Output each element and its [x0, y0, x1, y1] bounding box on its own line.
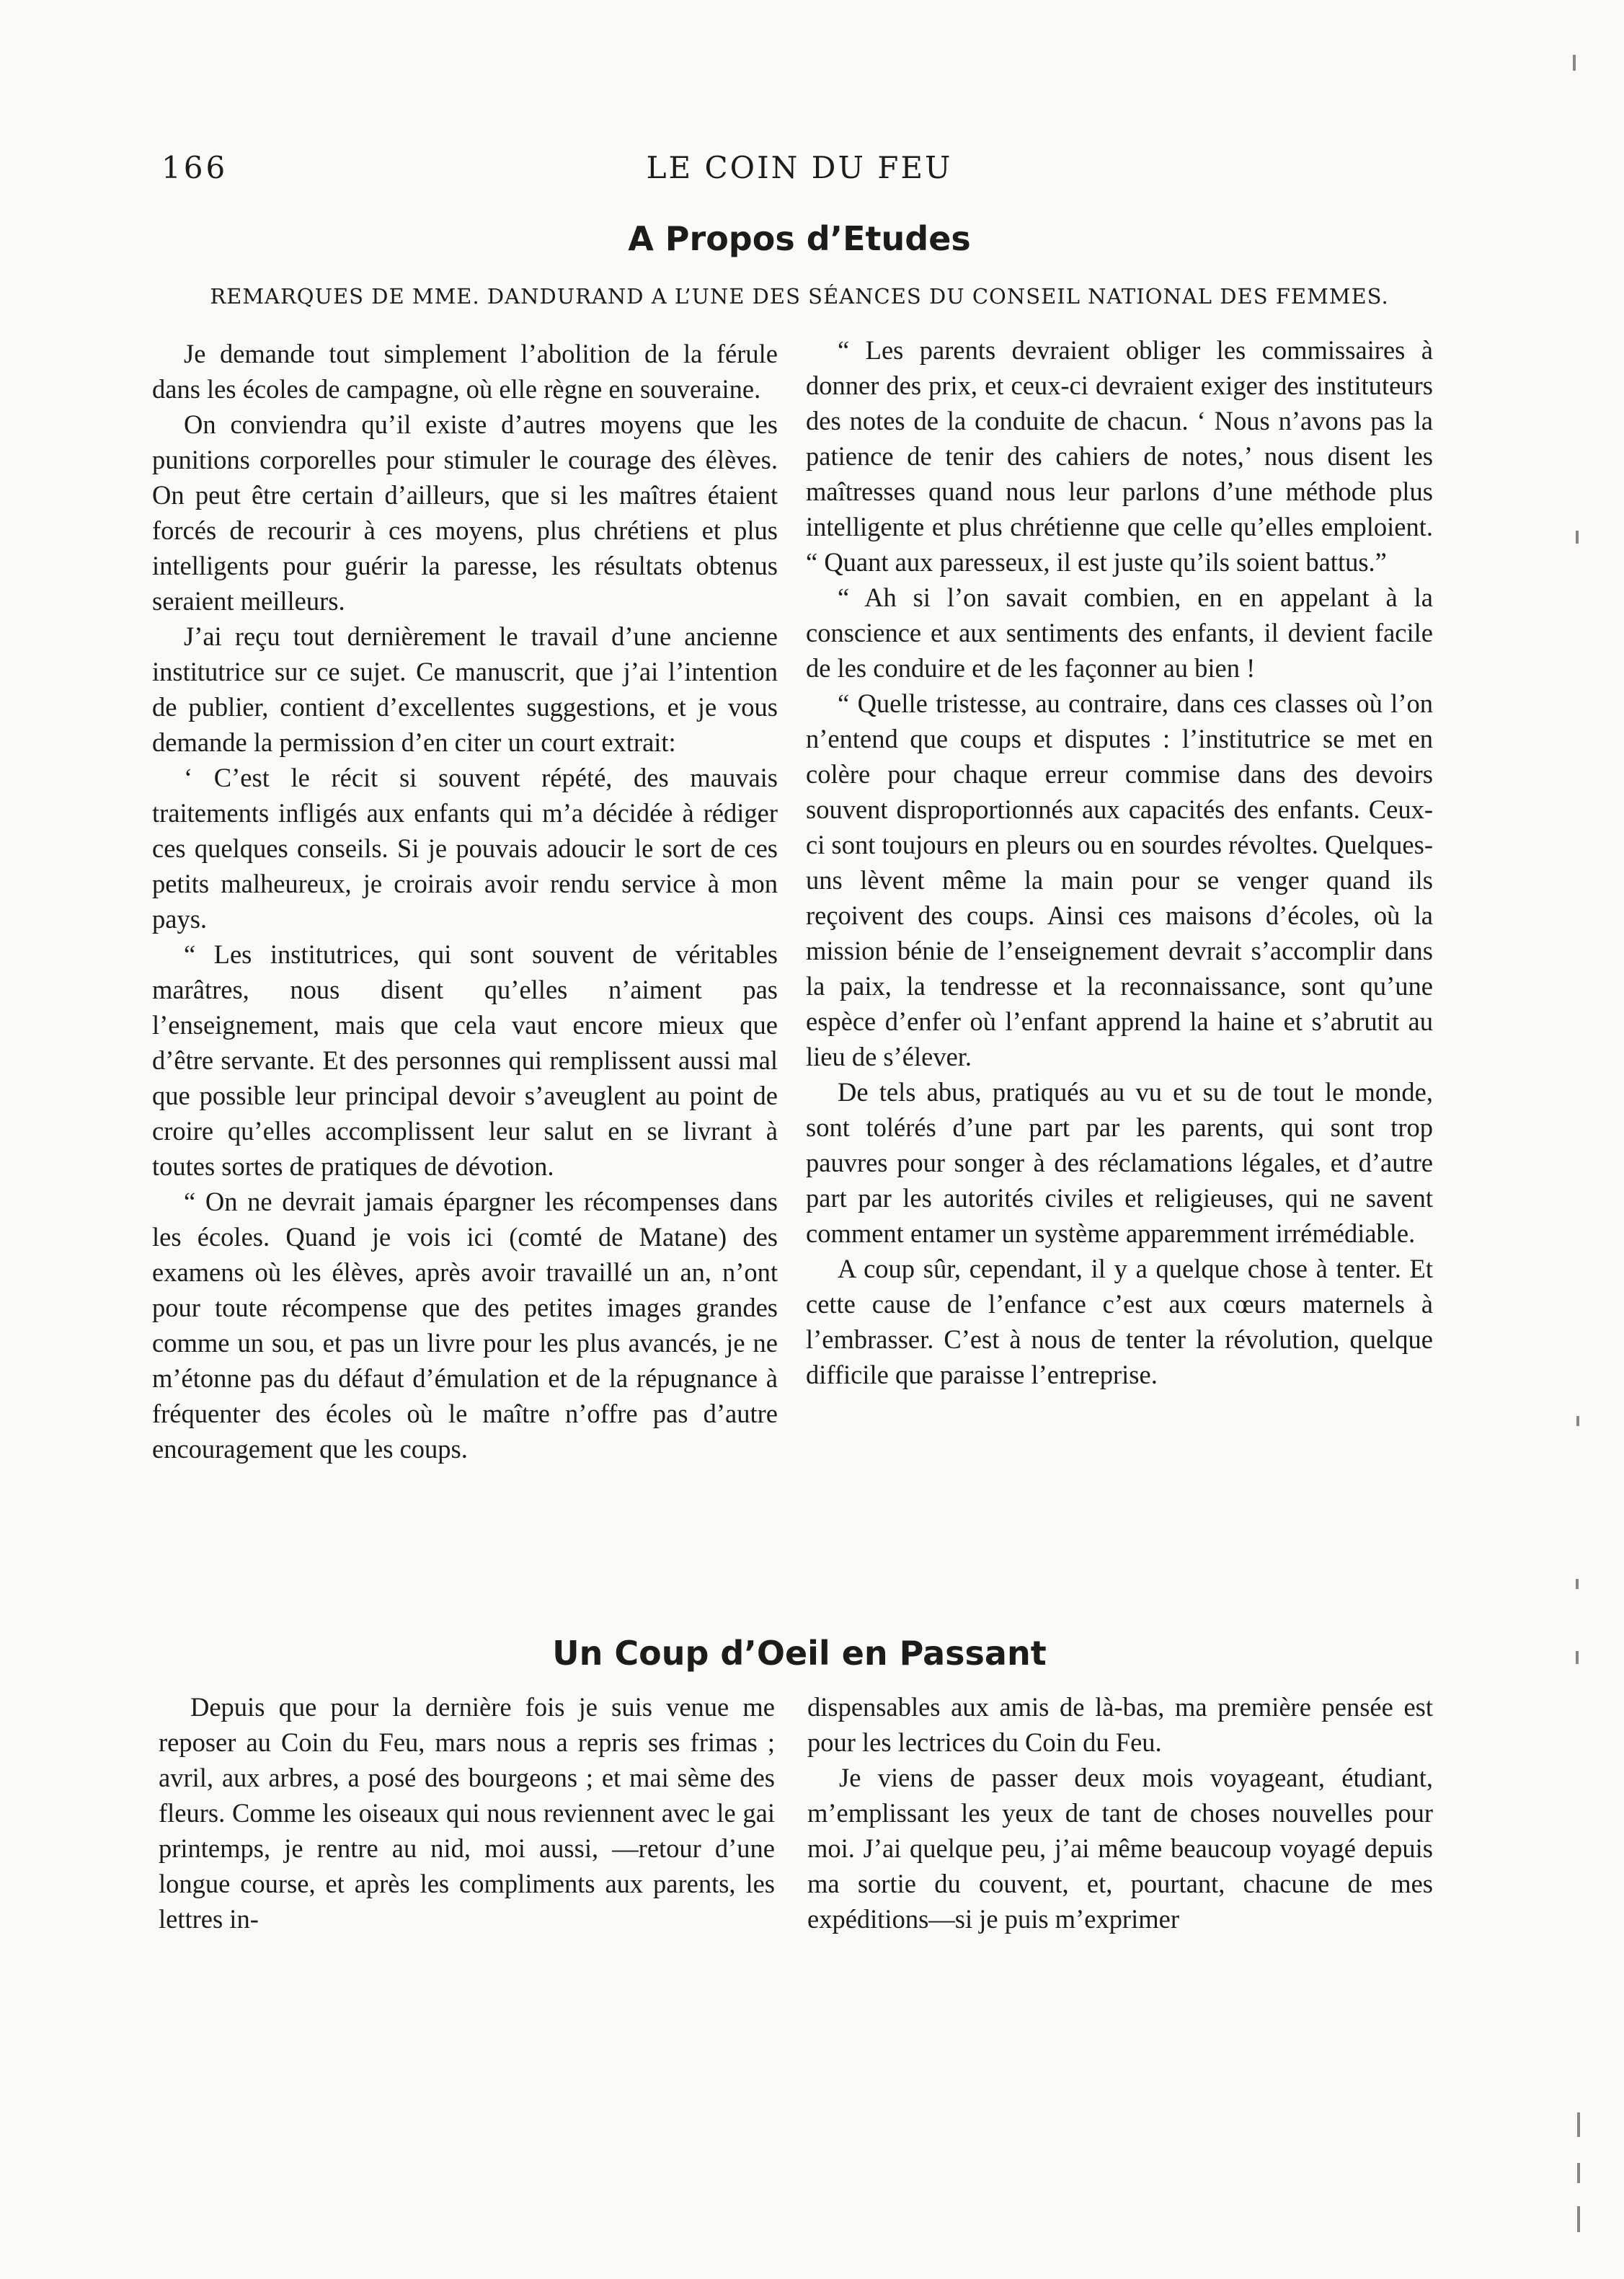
paragraph: ‘ C’est le récit si souvent répété, des mauvais traitements infligés aux enfants qui m’a décidée à rédiger ces quelques conseils. Si je pouvais adoucir le sort de ces petits malheureux, je croirais avoir rendu service à mon pays.	[152, 763, 778, 934]
page-number: 166	[161, 150, 228, 185]
paragraph: dispensables aux amis de là-bas, ma première pensée est pour les lectrices du Coin du Feu.	[807, 1692, 1433, 1757]
paragraph: “ Les institutrices, qui sont souvent de véritables marâtres, nous disent qu’elles n’aiment pas l’enseignement, mais que cela vaut encore mieux que d’être servante. Et des personnes qui remplissent aussi mal que possible leur principal devoir s’aveuglent au point de croire qu’elles accomplissent leur salut en se livrant à toutes sortes de pratiques de dévotion.	[152, 939, 778, 1181]
paragraph: On conviendra qu’il existe d’autres moyens que les punitions corporelles pour stimuler le courage des élèves. On peut être certain d’ailleurs, que si les maîtres étaient forcés de recourir à ces moyens, plus chrétiens et plus intelligents pour guérir la paresse, les résultats obtenus seraient meilleurs.	[152, 410, 778, 616]
journal-title: LE COIN DU FEU	[646, 150, 953, 185]
paragraph: “ Ah si l’on savait combien, en en appelant à la conscience et aux sentiments des enfants, il devient facile de les conduire et de les façonner au bien !	[806, 583, 1433, 683]
paragraph: Je demande tout simplement l’abolition de la férule dans les écoles de campagne, où elle règne en souveraine.	[152, 339, 778, 404]
paragraph: “ Les parents devraient obliger les commissaires à donner des prix, et ceux-ci devraient exiger des instituteurs des notes de la conduite de chacun. ‘ Nous n’avons pas la patience de tenir des cahiers de notes,’ nous disent les maîtresses quand nous leur parlons d’une méthode plus intelligente et plus chrétienne que celle qu’elles emploient. “ Quant aux paresseux, il est juste qu’ils soient battus.”	[806, 335, 1433, 577]
paragraph: Depuis que pour la dernière fois je suis venue me reposer au Coin du Feu, mars nous a repris ses frimas ; avril, aux arbres, a posé des bourgeons ; et mai sème des fleurs. Comme les oiseaux qui nous reviennent avec le gai printemps, je rentre au nid, moi aussi, —retour d’une longue course, et après les compliments aux parents, les lettres in-	[159, 1692, 775, 1934]
margin-speck	[1576, 1579, 1579, 1589]
running-header	[161, 150, 1437, 193]
margin-speck	[1576, 1651, 1579, 1664]
article1-right-column	[806, 332, 1433, 1392]
article2-right-column	[807, 1689, 1433, 1937]
margin-speck	[1576, 531, 1579, 544]
article-subtitle: REMARQUES DE MME. DANDURAND A L’UNE DES SÉANCES DU CONSEIL NATIONAL DES FEMMES.	[210, 284, 1389, 309]
paragraph: J’ai reçu tout dernièrement le travail d’une ancienne institutrice sur ce sujet. Ce manuscrit, que j’ai l’intention de publier, contient d’excellentes suggestions, et je vous demande la permission d’en citer un court extrait:	[152, 621, 778, 757]
paragraph: De tels abus, pratiqués au vu et su de tout le monde, sont tolérés d’une part par les parents, qui sont trop pauvres pour songer à des réclamations légales, et d’autre part par les autorités civiles et religieuses, qui ne savent comment entamer un système apparemment irrémédiable.	[806, 1077, 1433, 1248]
paragraph: Je viens de passer deux mois voyageant, étudiant, m’emplissant les yeux de tant de choses nouvelles pour moi. J’ai quelque peu, j’ai même beaucoup voyagé depuis ma sortie du couvent, et, pourtant, chacune de mes expéditions—si je puis m’exprimer	[807, 1763, 1433, 1934]
margin-speck	[1577, 2206, 1580, 2232]
article-title-a-propos-d-etudes: A Propos d’Etudes	[628, 219, 971, 258]
paragraph: A coup sûr, cependant, il y a quelque chose à tenter. Et cette cause de l’enfance c’est aux cœurs maternels à l’embrasser. C’est à nous de tenter la révolution, quelque difficile que paraisse l’entreprise.	[806, 1254, 1433, 1389]
article-title-un-coup-d-oeil: Un Coup d’Oeil en Passant	[552, 1634, 1047, 1673]
article1-left-column	[152, 336, 778, 1466]
margin-speck	[1573, 55, 1576, 71]
paragraph: “ On ne devrait jamais épargner les récompenses dans les écoles. Quand je vois ici (comté de Matane) des examens où les élèves, après avoir travaillé un an, n’ont pour toute récompense que des petites images grandes comme un sou, et pas un livre pour les plus avancés, je ne m’étonne pas du défaut d’émulation et de la répugnance à fréquenter des écoles où le maître n’offre pas d’autre encouragement que les coups.	[152, 1187, 778, 1464]
article2-left-column	[159, 1689, 775, 1937]
margin-speck	[1576, 1416, 1579, 1426]
margin-speck	[1577, 2112, 1580, 2137]
margin-speck	[1577, 2163, 1580, 2183]
paragraph: “ Quelle tristesse, au contraire, dans ces classes où l’on n’entend que coups et disputes : l’institutrice se met en colère pour chaque erreur commise dans des devoirs souvent disproportionnés aux capacités des enfants. Ceux-ci sont toujours en pleurs ou en sourdes révoltes. Quelques-uns lèvent même la main pour se venger quand ils reçoivent des coups. Ainsi ces maisons d’écoles, où la mission bénie de l’enseignement devrait s’accomplir dans la paix, la tendresse et la reconnaissance, sont qu’une espèce d’enfer où l’enfant apprend la haine et s’abrutit au lieu de s’élever.	[806, 689, 1433, 1071]
